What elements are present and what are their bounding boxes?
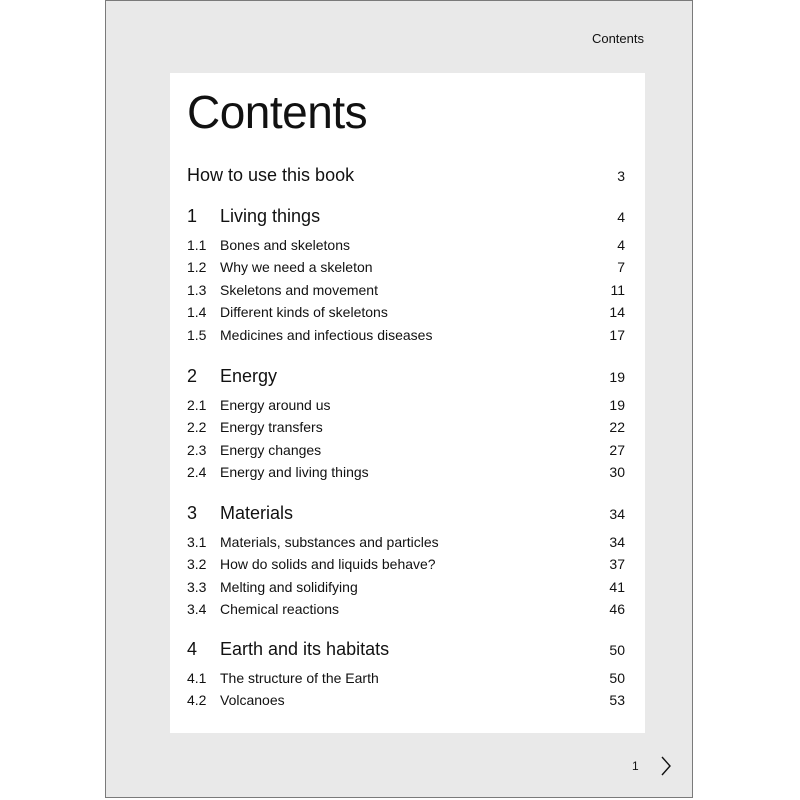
chevron-right-icon[interactable]	[659, 755, 673, 777]
toc-section-label: Energy and living things	[220, 464, 369, 481]
toc-section-label: Medicines and infectious diseases	[220, 326, 433, 343]
toc-chapter-page: 4	[617, 209, 625, 225]
toc-chapter-number: 2	[187, 366, 198, 386]
toc-section-page: 22	[609, 419, 625, 436]
toc-section-row[interactable]	[187, 464, 625, 480]
toc-section-number: 1.1	[187, 237, 207, 253]
toc-section-row[interactable]	[187, 670, 625, 686]
toc-chapter-page: 19	[609, 369, 625, 385]
toc-section-number: 2.2	[187, 419, 207, 436]
toc-section-label: Volcanoes	[220, 692, 285, 709]
toc-section-number: 3.3	[187, 578, 207, 595]
toc-section-number: 2.3	[187, 441, 207, 458]
toc-chapter-row[interactable]	[187, 639, 625, 660]
toc-chapter-number: 4	[187, 639, 198, 659]
toc-section-number: 1.4	[187, 304, 207, 321]
toc-section-number: 3.4	[187, 601, 207, 618]
toc-chapter-row[interactable]	[187, 206, 625, 227]
toc-section-page: 11	[610, 281, 625, 298]
page-number: 1	[632, 759, 639, 773]
toc-section-page: 53	[609, 692, 625, 709]
toc-section-row[interactable]	[187, 419, 625, 435]
toc-chapter-number: 1	[187, 206, 198, 226]
toc-section-label: Skeletons and movement	[220, 281, 378, 298]
toc-chapter-label: Earth and its habitats	[220, 639, 390, 659]
contents-panel	[170, 73, 645, 733]
toc-section-page: 46	[609, 601, 625, 618]
toc-section-label: Energy transfers	[220, 419, 323, 436]
toc-section-page: 30	[609, 464, 625, 481]
toc-section-page: 37	[609, 556, 625, 573]
toc-section-row[interactable]	[187, 397, 625, 413]
toc-section-row[interactable]	[187, 282, 625, 298]
toc-section-row[interactable]	[187, 556, 625, 572]
toc-section-page: 14	[609, 304, 625, 321]
toc-section-row[interactable]	[187, 237, 625, 253]
toc-chapter-label: Living things	[220, 206, 321, 226]
toc-chapter-page: 50	[609, 642, 625, 658]
running-head: Contents	[591, 31, 644, 46]
toc-chapter-number: 3	[187, 503, 198, 523]
toc-section-label: Bones and skeletons	[220, 237, 350, 253]
toc-section-label: Chemical reactions	[220, 601, 340, 618]
toc-section-number: 4.1	[187, 670, 207, 686]
toc-section-page: 7	[617, 259, 625, 276]
toc-section-label: Materials, substances and particles	[220, 534, 439, 550]
toc-entry-label: How to use this book	[187, 165, 355, 185]
book-page	[105, 0, 693, 798]
toc-section-page: 17	[609, 326, 625, 343]
toc-section-page: 27	[609, 441, 625, 458]
toc-section-number: 1.5	[187, 326, 207, 343]
page-title: Contents	[187, 86, 368, 138]
toc-section-row[interactable]	[187, 304, 625, 320]
toc-section-label: Why we need a skeleton	[220, 259, 373, 276]
toc-section-page: 19	[609, 397, 625, 413]
toc-section-label: The structure of the Earth	[220, 670, 379, 686]
toc-section-number: 1.3	[187, 281, 207, 298]
toc-chapter-row[interactable]	[187, 366, 625, 387]
toc-section-label: Different kinds of skeletons	[220, 304, 388, 321]
toc-chapter-label: Energy	[220, 366, 278, 386]
toc-section-number: 2.1	[187, 397, 207, 413]
toc-section-number: 3.1	[187, 534, 207, 550]
toc-section-row[interactable]	[187, 534, 625, 550]
toc-section-number: 3.2	[187, 556, 207, 573]
toc-section-row[interactable]	[187, 259, 625, 275]
toc-section-label: How do solids and liquids behave?	[220, 556, 436, 573]
toc-section-number: 2.4	[187, 464, 207, 481]
toc-section-label: Melting and solidifying	[220, 578, 358, 595]
toc-section-page: 41	[609, 578, 625, 595]
toc-section-page: 50	[609, 670, 625, 686]
toc-section-row[interactable]	[187, 442, 625, 458]
toc-section-page: 34	[609, 534, 625, 550]
toc-section-label: Energy around us	[220, 397, 331, 413]
toc-section-row[interactable]	[187, 692, 625, 708]
toc-entry-page: 3	[617, 168, 625, 184]
toc-section-row[interactable]	[187, 327, 625, 343]
toc-section-row[interactable]	[187, 601, 625, 617]
toc-section-row[interactable]	[187, 579, 625, 595]
toc-section-number: 4.2	[187, 692, 207, 709]
toc-intro-row[interactable]	[187, 165, 625, 186]
toc-section-page: 4	[617, 237, 625, 253]
toc-section-label: Energy changes	[220, 441, 322, 458]
toc-section-number: 1.2	[187, 259, 207, 276]
toc-chapter-page: 34	[609, 506, 625, 522]
toc-chapter-label: Materials	[220, 503, 294, 523]
toc-chapter-row[interactable]	[187, 503, 625, 524]
